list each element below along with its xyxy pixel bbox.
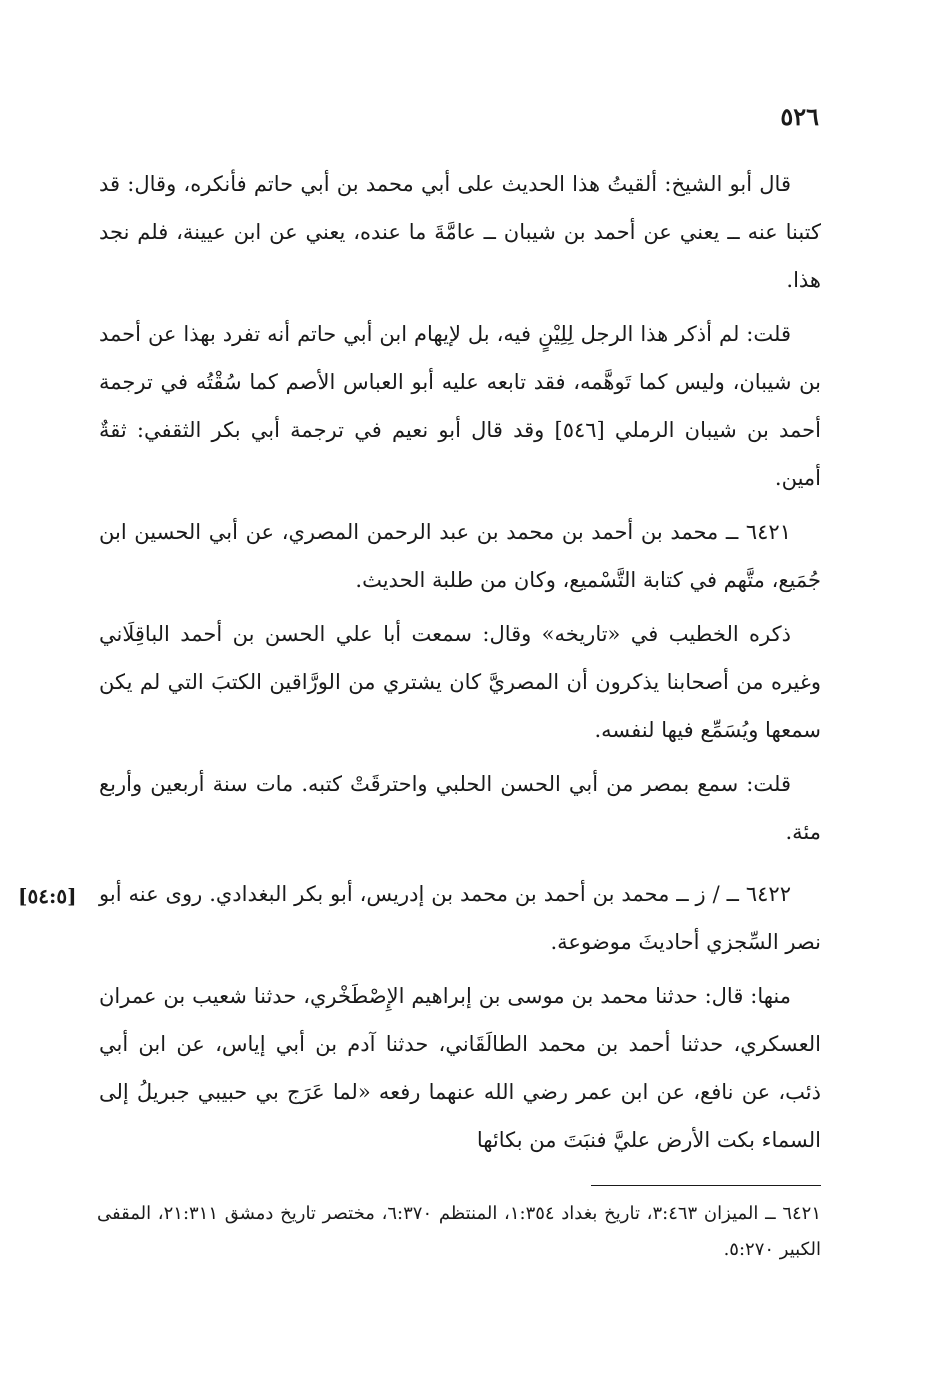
paragraph-author-comment-1: قلت: لم أذكر هذا الرجل لِلِيْنٍ فيه، بل لإيهام ابن أبي حاتم أنه تفرد بهذا عن أحمد بن شيبان، وليس كما تَوهَّمه، فقد تابعه عليه أبو العباس الأصم كما سُقْتُه في ترجمة أحمد بن شيبان الرملي [٥٤٦] وقد قال أبو نعيم في ترجمة أبي بكر الثقفي: ثقةٌ أمين. — [99, 322, 821, 490]
paragraph-hadith-chain: منها: قال: حدثنا محمد بن موسى بن إبراهيم الإِصْطَخْري، حدثنا شعيب بن عمران العسكري، حدثنا أحمد بن محمد الطالَقَاني، حدثنا آدم بن أبي إياس، عن ابن أبي ذئب، عن نافع، عن ابن عمر رضي الله عنهما رفعه «لما عَرَج بي حبيبي جبريلُ إلى السماء بكت الأرض عليَّ فنبَتَ من بكائها — [99, 984, 821, 1152]
entry-6421: ٦٤٢١ ــ محمد بن أحمد بن محمد بن عبد الرحمن المصري، عن أبي الحسين ابن جُمَيع، متَّهم في كتابة التَّسْميع، وكان من طلبة الحديث. — [99, 520, 821, 592]
page-number: ٥٢٦ — [780, 102, 819, 131]
footnotes — [97, 1196, 821, 1268]
margin-reference: [٥٤:٥] — [18, 884, 77, 908]
body-text-bottom — [99, 870, 821, 1164]
entry-6422: ٦٤٢٢ ــ / ز ــ محمد بن أحمد بن محمد بن إدريس، أبو بكر البغدادي. روى عنه أبو نصر السِّجزي أحاديثَ موضوعة. — [99, 882, 821, 954]
footnote-divider — [591, 1185, 821, 1186]
body-text-top — [99, 160, 821, 856]
paragraph-abu-al-shaykh: قال أبو الشيخ: ألقيتُ هذا الحديث على أبي محمد بن أبي حاتم فأنكره، وقال: قد كتبنا عنه ــ يعني عن أحمد بن شيبان ــ عامَّةَ ما عنده، يعني عن ابن عيينة، فلم نجد هذا. — [99, 172, 821, 292]
paragraph-author-comment-2: قلت: سمع بمصر من أبي الحسن الحلبي واحترقَتْ كتبه. مات سنة أربعين وأربع مئة. — [99, 772, 821, 844]
paragraph-khatib: ذكره الخطيب في «تاريخه» وقال: سمعت أبا علي الحسن بن أحمد الباقِلَاني وغيره من أصحابنا يذكرون أن المصريَّ كان يشتري من الورَّاقين الكتبَ التي لم يكن سمعها ويُسَمِّع فيها لنفسه. — [99, 622, 821, 742]
footnote-6421: ٦٤٢١ ــ الميزان ٣:٤٦٣، تاريخ بغداد ١:٣٥٤، المنتظم ٦:٣٧٠، مختصر تاريخ دمشق ٢١:٣١١، المقفى الكبير ٥:٢٧٠. — [97, 1203, 821, 1260]
